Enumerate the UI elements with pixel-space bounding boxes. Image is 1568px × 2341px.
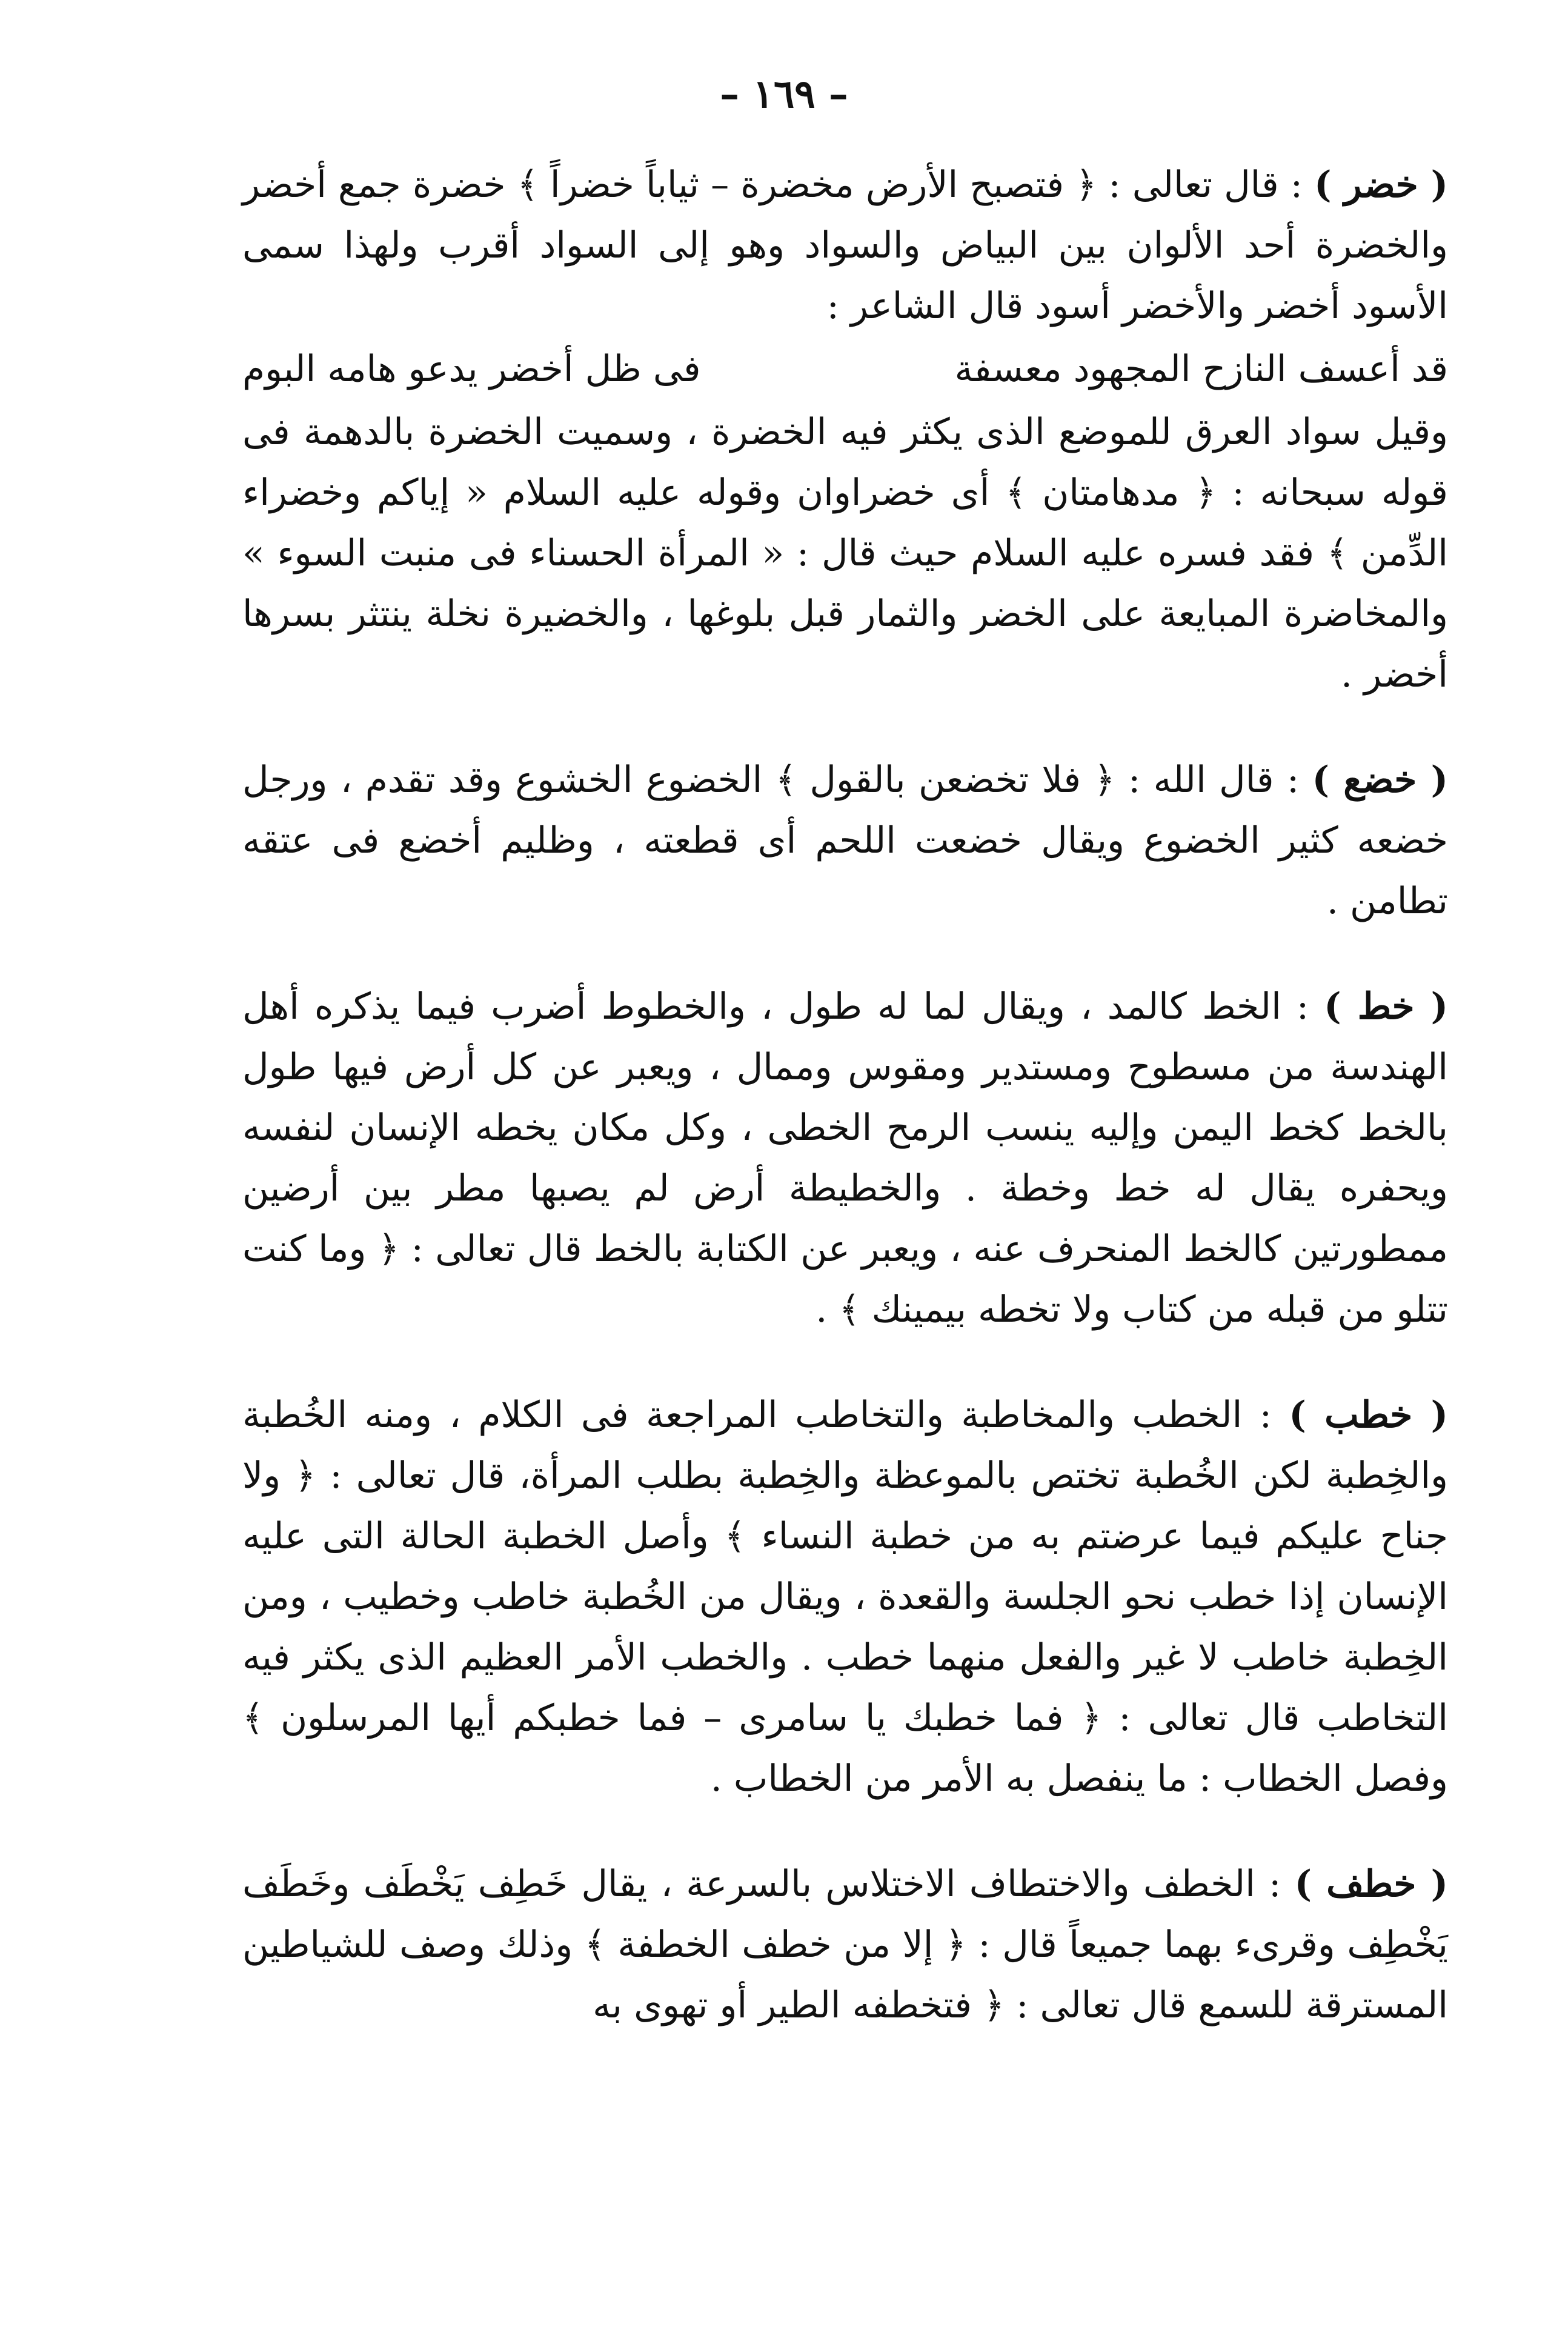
entry-khatt [242,976,1448,1340]
poetry-verse [242,339,1448,399]
entry-paragraph [242,750,1448,931]
entry-paragraph: وقيل سواد العرق للموضع الذى يكثر فيه الخضرة ، وسميت الخضرة بالدهمة فى قوله سبحانه : ﴿ مدهامتان ﴾ أى خضراوان وقوله عليه السلام « إياكم وخضراء الدِّمن ﴾ فقد فسره عليه السلام حيث قال : « المرأة الحسناء فى منبت السوء » والمخاضرة المبايعة على الخضر والثمار قبل بلوغها ، والخضيرة نخلة ينتثر بسرها أخضر . [242,411,1449,696]
entry-text: : الخط كالمد ، ويقال لما له طول ، والخطوط أضرب فيما يذكره أهل الهندسة من مسطوح ومستدير ومقوس وممال ، ويعبر عن كل أرض فيها طول بالخط كخط اليمن وإليه ينسب الرمح الخطى ، وكل مكان يخطه الإنسان لنفسه ويحفره يقال له خط وخطة . والخطيطة أرض لم يصبها مطر بين أرضين ممطورتين كالخط المنحرف عنه ، ويعبر عن الكتابة بالخط قال تعالى : ﴿ وما كنت تتلو من قبله من كتاب ولا تخطه بيمينك ﴾ . [242,985,1448,1331]
entry-khadar [242,155,1448,705]
page-number: – ١٦٩ – [720,72,848,117]
entry-text: : قال الله : ﴿ فلا تخضعن بالقول ﴾ الخضوع الخشوع وقد تقدم ، ورجل خضعه كثير الخضوع ويقال خضعت اللحم أى قطعته ، وظليم أخضع فى عتقه تطامن . [242,759,1448,922]
entry-paragraph [242,1854,1448,2036]
verse-second-half: فى ظل أخضر يدعو هامه البوم [242,348,701,390]
entry-paragraph [242,976,1448,1340]
entry-paragraph [242,1385,1448,1809]
entry-text: : الخطب والمخاطبة والتخاطب المراجعة فى الكلام ، ومنه الخُطبة والخِطبة لكن الخُطبة تختص بالموعظة والخِطبة بطلب المرأة، قال تعالى : ﴿ ولا جناح عليكم فيما عرضتم به من خطبة النساء ﴾ وأصل الخطبة الحالة التى عليه الإنسان إذا خطب نحو الجلسة والقعدة ، ويقال من الخُطبة خاطب وخطيب ، ومن الخِطبة خاطب لا غير والفعل منهما خطب . والخطب الأمر العظيم الذى يكثر فيه التخاطب قال تعالى : ﴿ فما خطبك يا سامرى – فما خطبكم أيها المرسلون ﴾ وفصل الخطاب : ما ينفصل به الأمر من الخطاب . [242,1394,1448,1800]
entry-text: : قال تعالى : ﴿ فتصبح الأرض مخضرة – ثياباً خضراً ﴾ خضرة جمع أخضر والخضرة أحد الألوان بين البياض والسواد وهو إلى السواد أقرب ولهذا سمى الأسود أخضر والأخضر أسود قال الشاعر : [242,164,1448,327]
entry-paragraph [242,155,1448,336]
entry-khataf [242,1854,1448,2036]
entry-term: ( خضع ) [1312,759,1448,801]
dictionary-body [242,155,1448,2080]
entry-khatab [242,1385,1448,1809]
entry-khada [242,750,1448,931]
entry-term: ( خطب ) [1289,1394,1449,1436]
entry-term: ( خطف ) [1294,1863,1448,1905]
entry-term: ( خضر ) [1314,164,1448,206]
entry-term: ( خط ) [1324,985,1448,1028]
entry-text: : الخطف والاختطاف الاختلاس بالسرعة ، يقال خَطِف يَخْطَف وخَطَف يَخْطِف وقرىء بهما جميعاً قال : ﴿ إلا من خطف الخطفة ﴾ وذلك وصف للشياطين المسترقة للسمع قال تعالى : ﴿ فتخطفه الطير أو تهوى به [242,1863,1448,2026]
verse-first-half: قد أعسف النازح المجهود معسفة [954,348,1448,390]
